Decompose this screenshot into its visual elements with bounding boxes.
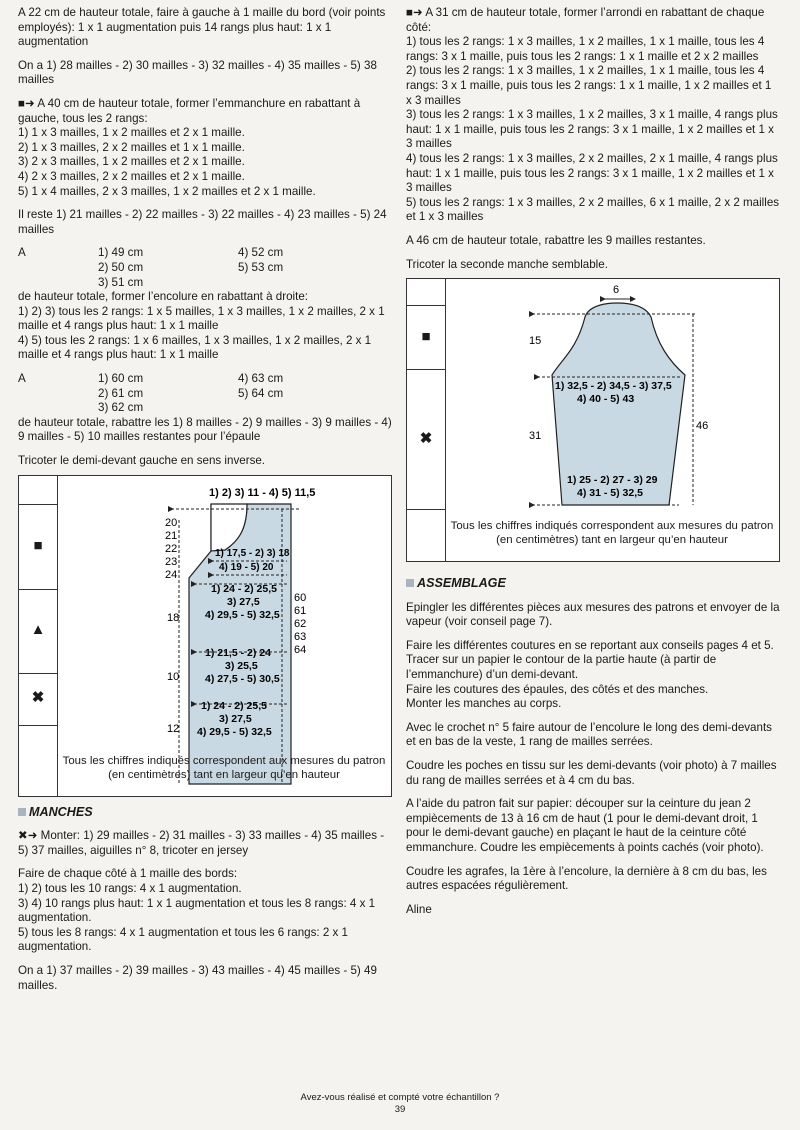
front-piece-svg: [19, 476, 391, 796]
front-top-label: 1) 2) 3) 11 - 4) 5) 11,5: [209, 486, 316, 499]
arrow-icon: ■➜: [406, 6, 423, 19]
width-label: 3) 27,5: [227, 595, 260, 608]
paragraph-il-reste: Il reste 1) 21 mailles - 2) 22 mailles - 3) 22 mailles - 4) 23 mailles - 5) 24 mailles: [18, 208, 387, 236]
width-label: 4) 29,5 - 5) 32,5: [205, 608, 280, 621]
list-item: 5) 1 x 4 mailles, 2 x 3 mailles, 1 x 2 mailles et 2 x 1 maille.: [18, 184, 316, 198]
right-num: 63: [294, 630, 307, 643]
width-label: 1) 24 - 2) 25,5: [201, 699, 267, 712]
height-18: 18: [167, 611, 180, 624]
front-diagram-caption: Tous les chiffres indiqués correspondent aux mesures du patron (en centimètres) tant en largeur qu’en hauteur: [62, 754, 386, 781]
width-label: 3) 27,5: [219, 712, 252, 725]
paragraph-coutures: Faire les différentes coutures en se reportant aux conseils pages 4 et 5. Tracer sur un papier le contour de la partie haute (à partir de l’emmanchure) d’un demi-devant. Faire les coutures des épaules, des côtés et des manches. Monter les manches au corps.: [406, 638, 774, 711]
sleeve-height-15: 15: [529, 335, 542, 348]
left-column: [18, 6, 393, 1002]
assemblage-title: ASSEMBLAGE: [406, 576, 780, 591]
sleeve-top-6: 6: [613, 284, 620, 297]
paragraph-mailles-count: On a 1) 28 mailles - 2) 30 mailles - 3) 32 mailles - 4) 35 mailles - 5) 38 mailles: [18, 58, 377, 87]
width-label: 4) 19 - 5) 20: [219, 561, 274, 573]
section-square-icon: [406, 579, 414, 587]
paragraph-monter: ✖➜ Monter: 1) 29 mailles - 2) 31 mailles - 3) 33 mailles - 4) 35 mailles - 5) 37 mailles, aiguilles n° 8, tricoter en jersey: [18, 829, 385, 857]
paragraph-augmentations: Faire de chaque côté à 1 maille des bords: 1) 2) tous les 10 rangs: 4 x 1 augmentation. 3) 4) 10 rangs plus haut: 1 x 1 augmentation et tous les 8 rangs: 4 x 1 augmentation. 5) tous les 8 rangs: 4 x 1 augmentation et tous les 6 rangs: 2 x 1 augmentation.: [18, 867, 376, 954]
sleeve-pattern-diagram: [406, 278, 780, 562]
left-num: 21: [165, 529, 178, 542]
height-12: 12: [167, 722, 180, 735]
paragraph-patron: A l’aide du patron fait sur papier: découper sur la ceinture du jean 2 empiècements de 13 à 16 cm de haut (1 pour le demi-devant droit, 1 pour le demi-devant gauche) en plaçant le haut de la ceinture côté emmanchure. Coudre les empiècements à points cachés (voir photo).: [406, 797, 764, 854]
section-square-icon: [18, 808, 26, 816]
paragraph-crochet: Avec le crochet n° 5 faire autour de l’encolure le long des demi-devants et en bas de la veste, 1 rang de mailles serrées.: [406, 720, 772, 749]
front-piece-shape: [189, 504, 291, 784]
list-item: 1) 1 x 3 mailles, 1 x 2 mailles et 2 x 1 maille.: [18, 126, 245, 140]
list-item: 3) 2 x 3 mailles, 1 x 2 mailles et 2 x 1 maille.: [18, 155, 245, 169]
sleeve-width-label: 4) 31 - 5) 32,5: [577, 487, 643, 500]
triangle-icon: ▲: [19, 589, 57, 674]
left-num: 22: [165, 542, 178, 555]
arrow-icon: ■➜: [18, 96, 35, 110]
right-num: 60: [294, 591, 307, 604]
paragraph-agrafes: Coudre les agrafes, la 1ère à l’encolure, la dernière à 8 cm du bas, les autres espacées régulièrement.: [406, 864, 767, 893]
height-10: 10: [167, 670, 180, 683]
paragraph-46cm: A 46 cm de hauteur totale, rabattre les 9 mailles restantes.: [406, 233, 706, 247]
list-item: 2) 1 x 3 mailles, 2 x 2 mailles et 1 x 1 maille.: [18, 140, 245, 154]
left-num: 20: [165, 516, 178, 529]
width-label: 1) 24 - 2) 25,5: [211, 582, 277, 595]
right-column: [406, 6, 780, 926]
right-num: 61: [294, 604, 307, 617]
signature: Aline: [406, 902, 432, 916]
page-footer: [0, 1092, 800, 1116]
paragraph-22cm: A 22 cm de hauteur totale, faire à gauche à 1 maille du bord (voir points employés): 1 x 1 augmentation puis 14 rangs plus haut: 1 x 1 augmentation: [18, 6, 386, 49]
height-table-1: A 1) 49 cm 4) 52 cm 2) 50 cm 5) 53 cm 3) 51 cm: [18, 246, 284, 289]
cross-arrow-icon: ✖➜: [18, 829, 38, 843]
manches-title: MANCHES: [18, 805, 393, 820]
sleeve-width-label: 1) 25 - 2) 27 - 3) 29: [567, 474, 658, 487]
paragraph-sens-inverse: Tricoter le demi-devant gauche en sens inverse.: [18, 454, 266, 468]
right-num: 62: [294, 617, 307, 630]
paragraph-epingler: Epingler les différentes pièces aux mesures des patrons et envoyer de la vapeur (voir conseil page 7).: [406, 600, 780, 629]
paragraph-on-a: On a 1) 37 mailles - 2) 39 mailles - 3) 43 mailles - 4) 45 mailles - 5) 49 mailles.: [18, 963, 377, 992]
sleeve-diagram-caption: Tous les chiffres indiqués correspondent aux mesures du patron (en centimètres) tant en largeur qu’en hauteur: [450, 520, 774, 547]
square-icon: ■: [407, 305, 445, 370]
sleeve-width-label: 4) 40 - 5) 43: [577, 393, 635, 406]
square-icon: ■: [19, 504, 57, 590]
width-label: 3) 25,5: [225, 659, 258, 672]
width-label: 4) 29,5 - 5) 32,5: [197, 725, 272, 738]
list-item: 4) 2 x 3 mailles, 2 x 2 mailles et 2 x 1 maille.: [18, 169, 245, 183]
height-table-2: A 1) 60 cm 4) 63 cm 2) 61 cm 5) 64 cm 3) 62 cm: [18, 372, 284, 415]
left-num: 23: [165, 555, 178, 568]
paragraph-seconde-manche: Tricoter la seconde manche semblable.: [406, 257, 608, 271]
left-num: 24: [165, 568, 178, 581]
right-num: 64: [294, 643, 307, 656]
width-label: 1) 17,5 - 2) 3) 18: [215, 547, 290, 559]
footer-question: Avez-vous réalisé et compté votre échantillon ?: [300, 1092, 500, 1103]
width-label: 1) 21,5 - 2) 24: [205, 646, 271, 659]
cross-icon: ✖: [407, 369, 445, 510]
width-label: 4) 27,5 - 5) 30,5: [205, 672, 280, 685]
sleeve-height-46: 46: [696, 420, 709, 433]
sleeve-height-31: 31: [529, 430, 542, 443]
sleeve-width-label: 1) 32,5 - 2) 34,5 - 3) 37,5: [555, 380, 672, 393]
front-pattern-diagram: [18, 475, 392, 797]
paragraph-epaule: de hauteur totale, rabattre les 1) 8 mailles - 2) 9 mailles - 3) 9 mailles - 4) 9 mailles - 5) 10 mailles restantes pour l’épaule: [18, 415, 392, 444]
paragraph-emmanchure: ■➜ A 40 cm de hauteur totale, former l’emmanchure en rabattant à gauche, tous les 2 rangs: 1) 1 x 3 mailles, 1 x 2 mailles et 2 x 1 maille. 2) 1 x 3 mailles, 2 x 2 mailles et 1 x 1 maille. 3) 2 x 3 mailles, 1 x 2 mailles et 2 x 1 maille. 4) 2 x 3 mailles, 2 x 2 mailles et 2 x 1 maille. 5) 1 x 4 mailles, 2 x 3 mailles, 1 x 2 mailles et 2 x 1 maille.: [18, 96, 361, 198]
page-number: 39: [394, 1104, 406, 1115]
cross-icon: ✖: [19, 673, 57, 726]
paragraph-encolure: de hauteur totale, former l’encolure en rabattant à droite: 1) 2) 3) tous les 2 rangs: 1 x 5 mailles, 1 x 3 mailles, 1 x 2 mailles, 2 x 1 maille et 4 rangs plus haut: 1 x 1 maille 4) 5) tous les 2 rangs: 1 x 6 mailles, 1 x 3 mailles, 1 x 2 mailles, 2 x 1 maille et 4 rangs plus haut: 1 x 1 maille: [18, 290, 385, 362]
paragraph-arrondi: ■➜ A 31 cm de hauteur totale, former l’arrondi en rabattant de chaque côté: 1) tous les 2 rangs: 1 x 3 mailles, 1 x 2 mailles, 1 x 1 maille, tous les 4 rangs: 3 x 1 maille, puis tous les 2 rangs: 1 x 1 maille et 2 x 2 mailles 2) tous les 2 rangs: 1 x 3 mailles, 1 x 2 mailles, 1 x 1 maille, tous les 4 rangs: 3 x 1 maille, puis tous les 2 rangs: 1 x 1 maille, 1 x 2 mailles et 1 x 3 mailles 3) tous les 2 rangs: 1 x 3 mailles, 1 x 2 mailles, 3 x 1 maille, 4 rangs plus haut: 1 x 1 maille, puis tous les 2 rangs: 3 x 1 maille, 1 x 2 mailles et 1 x 3 mailles 4) tous les 2 rangs: 1 x 3 mailles, 2 x 2 mailles, 2 x 1 maille, 4 rangs plus haut: 1 x 1 maille, puis tous les 2 rangs: 3 x 1 maille, 1 x 2 mailles et 1 x 3 mailles 5) tous les 2 rangs: 1 x 3 mailles, 2 x 2 mailles, 6 x 1 maille, 2 x 2 mailles et 1 x 3 mailles: [406, 6, 780, 224]
paragraph-poches: Coudre les poches en tissu sur les demi-devants (voir photo) à 7 mailles du rang de mailles serrées et à 4 cm du bas.: [406, 759, 777, 787]
